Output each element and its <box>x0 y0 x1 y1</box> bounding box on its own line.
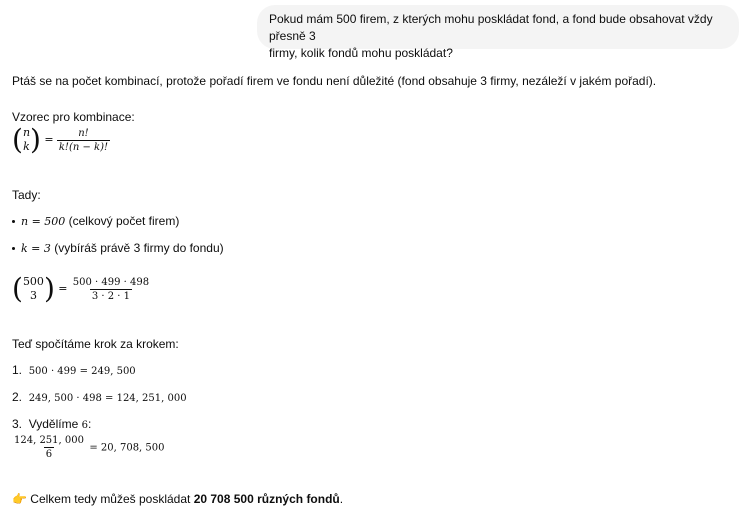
combination-formula <box>12 123 110 156</box>
user-message-line-2: firmy, kolik fondů mohu poskládat? <box>269 46 453 60</box>
final-answer: 👉 Celkem tedy můžeš poskládat 20 708 500 různých fondů. <box>12 492 344 506</box>
division-result: = 20, 708, 500 <box>89 442 165 454</box>
applied-numerator: 500 · 499 · 498 <box>72 276 150 288</box>
division-denominator: 6 <box>45 449 53 460</box>
division-numerator: 124, 251, 000 <box>14 435 84 446</box>
left-paren: ( <box>12 272 23 305</box>
steps-heading: Teď spočítáme krok za krokem: <box>12 337 179 351</box>
user-message-line-1: Pokud mám 500 firem, z kterých mohu poskládat fond, a fond bude obsahovat vždy přesně 3 <box>269 12 713 43</box>
formula-denominator: k!(n − k)! <box>58 141 109 153</box>
response-intro: Ptáš se na počet kombinací, protože pořadí firem ve fondu není důležité (fond obsahuje 3 firmy, nezáleží v jakém pořadí). <box>12 74 657 88</box>
step-1: 1. 500 · 499 = 249, 500 <box>12 363 136 377</box>
pointing-hand-icon: 👉 <box>12 492 27 506</box>
param-n: n = 500 (celkový počet firem) <box>12 213 179 230</box>
formula-fraction <box>57 127 110 154</box>
division-formula <box>12 434 165 461</box>
formula-heading: Vzorec pro kombinace: <box>12 110 135 124</box>
bullet <box>12 220 15 223</box>
bullet <box>12 247 15 250</box>
applied-denominator: 3 · 2 · 1 <box>91 290 131 302</box>
final-answer-bold: 20 708 500 různých fondů <box>193 492 340 506</box>
formula-equals: = <box>44 133 54 147</box>
applied-fraction <box>71 276 151 303</box>
applied-formula <box>12 272 151 305</box>
step-2: 2. 249, 500 · 498 = 124, 251, 000 <box>12 390 187 404</box>
formula-numerator: n! <box>78 127 89 139</box>
right-paren: ) <box>43 272 55 305</box>
left-paren: ( <box>12 123 23 156</box>
user-message-bubble <box>257 5 739 60</box>
division-fraction <box>12 434 86 461</box>
step-3: 3. Vydělíme 6: <box>12 417 92 431</box>
right-paren: ) <box>30 123 41 156</box>
here-heading: Tady: <box>12 188 41 202</box>
applied-equals: = <box>58 282 68 296</box>
param-k: k = 3 (vybíráš právě 3 firmy do fondu) <box>12 240 224 257</box>
binom-nk: n k <box>22 126 31 153</box>
binom-500-3: 500 3 <box>22 275 44 302</box>
